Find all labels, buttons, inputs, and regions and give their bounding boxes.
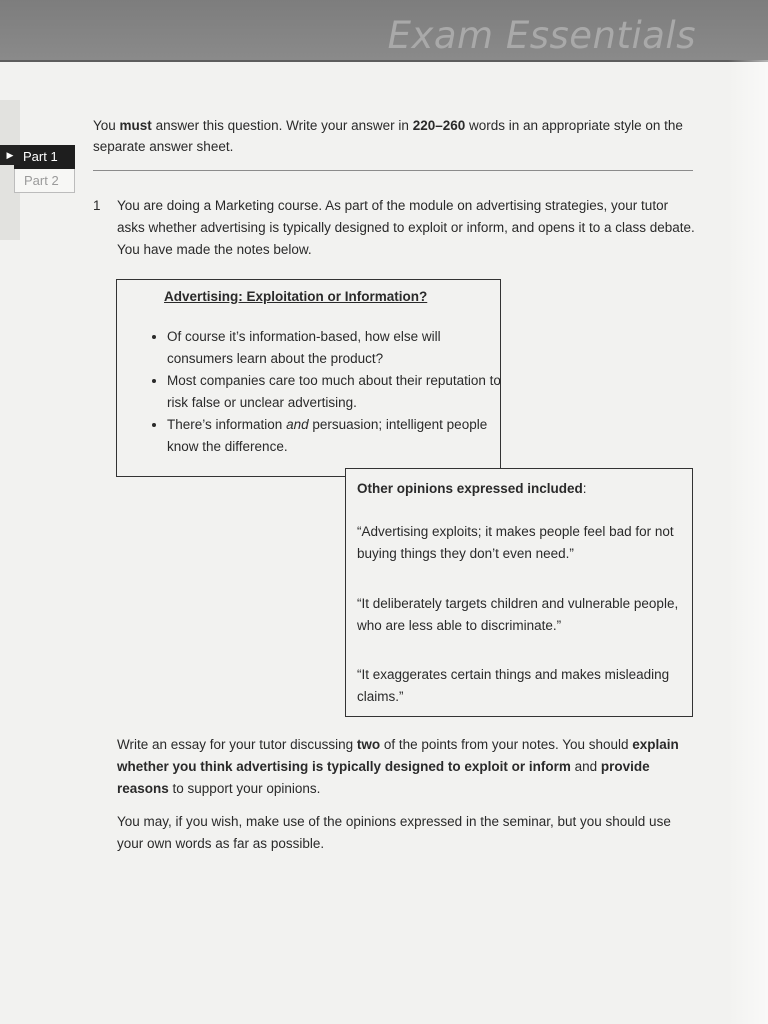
- notes-title: Advertising: Exploitation or Information?: [164, 289, 428, 304]
- opinion-quote: “It exaggerates certain things and makes misleading claims.”: [357, 667, 670, 704]
- divider: [93, 170, 693, 171]
- notes-box: [116, 279, 501, 477]
- opinion-quote: “It deliberately targets children and vulnerable people, who are less able to discriminate.”: [357, 596, 679, 633]
- part-tabs: [6, 145, 75, 193]
- tab-part-1[interactable]: Part 1: [14, 145, 75, 169]
- intro-instructions: You must answer this question. Write your answer in 220–260 words in an appropriate style on the separate answer sheet.: [93, 118, 683, 154]
- question-text: You are doing a Marketing course. As part of the module on advertising strategies, your tutor asks whether advertising is typically designed to exploit or inform, and opens it to a class debate. You have made the notes below.: [117, 198, 695, 257]
- notes-list: [148, 326, 507, 458]
- list-item: • There’s information and persuasion; intelligent people know the difference.: [167, 414, 507, 458]
- page-shading: [728, 60, 768, 1024]
- task-note: You may, if you wish, make use of the opinions expressed in the seminar, but you should use your own words as far as possible.: [117, 814, 671, 851]
- page-title: Exam Essentials: [387, 14, 696, 57]
- question-number: 1: [93, 198, 101, 213]
- header-bar: [0, 0, 768, 62]
- task-instructions: Write an essay for your tutor discussing two of the points from your notes. You should explain whether you think advertising is typically designed to exploit or inform and provide reasons to support your opinions.: [117, 737, 679, 796]
- list-item: • Of course it’s information-based, how else will consumers learn about the product?: [167, 326, 507, 370]
- opinion-quote: “Advertising exploits; it makes people feel bad for not buying things they don’t even need.”: [357, 524, 674, 561]
- list-item: • Most companies care too much about their reputation to risk false or unclear advertising.: [167, 370, 507, 414]
- play-arrow-icon: ▶: [0, 145, 20, 165]
- opinions-title: Other opinions expressed included:: [357, 481, 587, 496]
- tab-part-2[interactable]: Part 2: [14, 169, 75, 193]
- opinions-box: [345, 468, 693, 717]
